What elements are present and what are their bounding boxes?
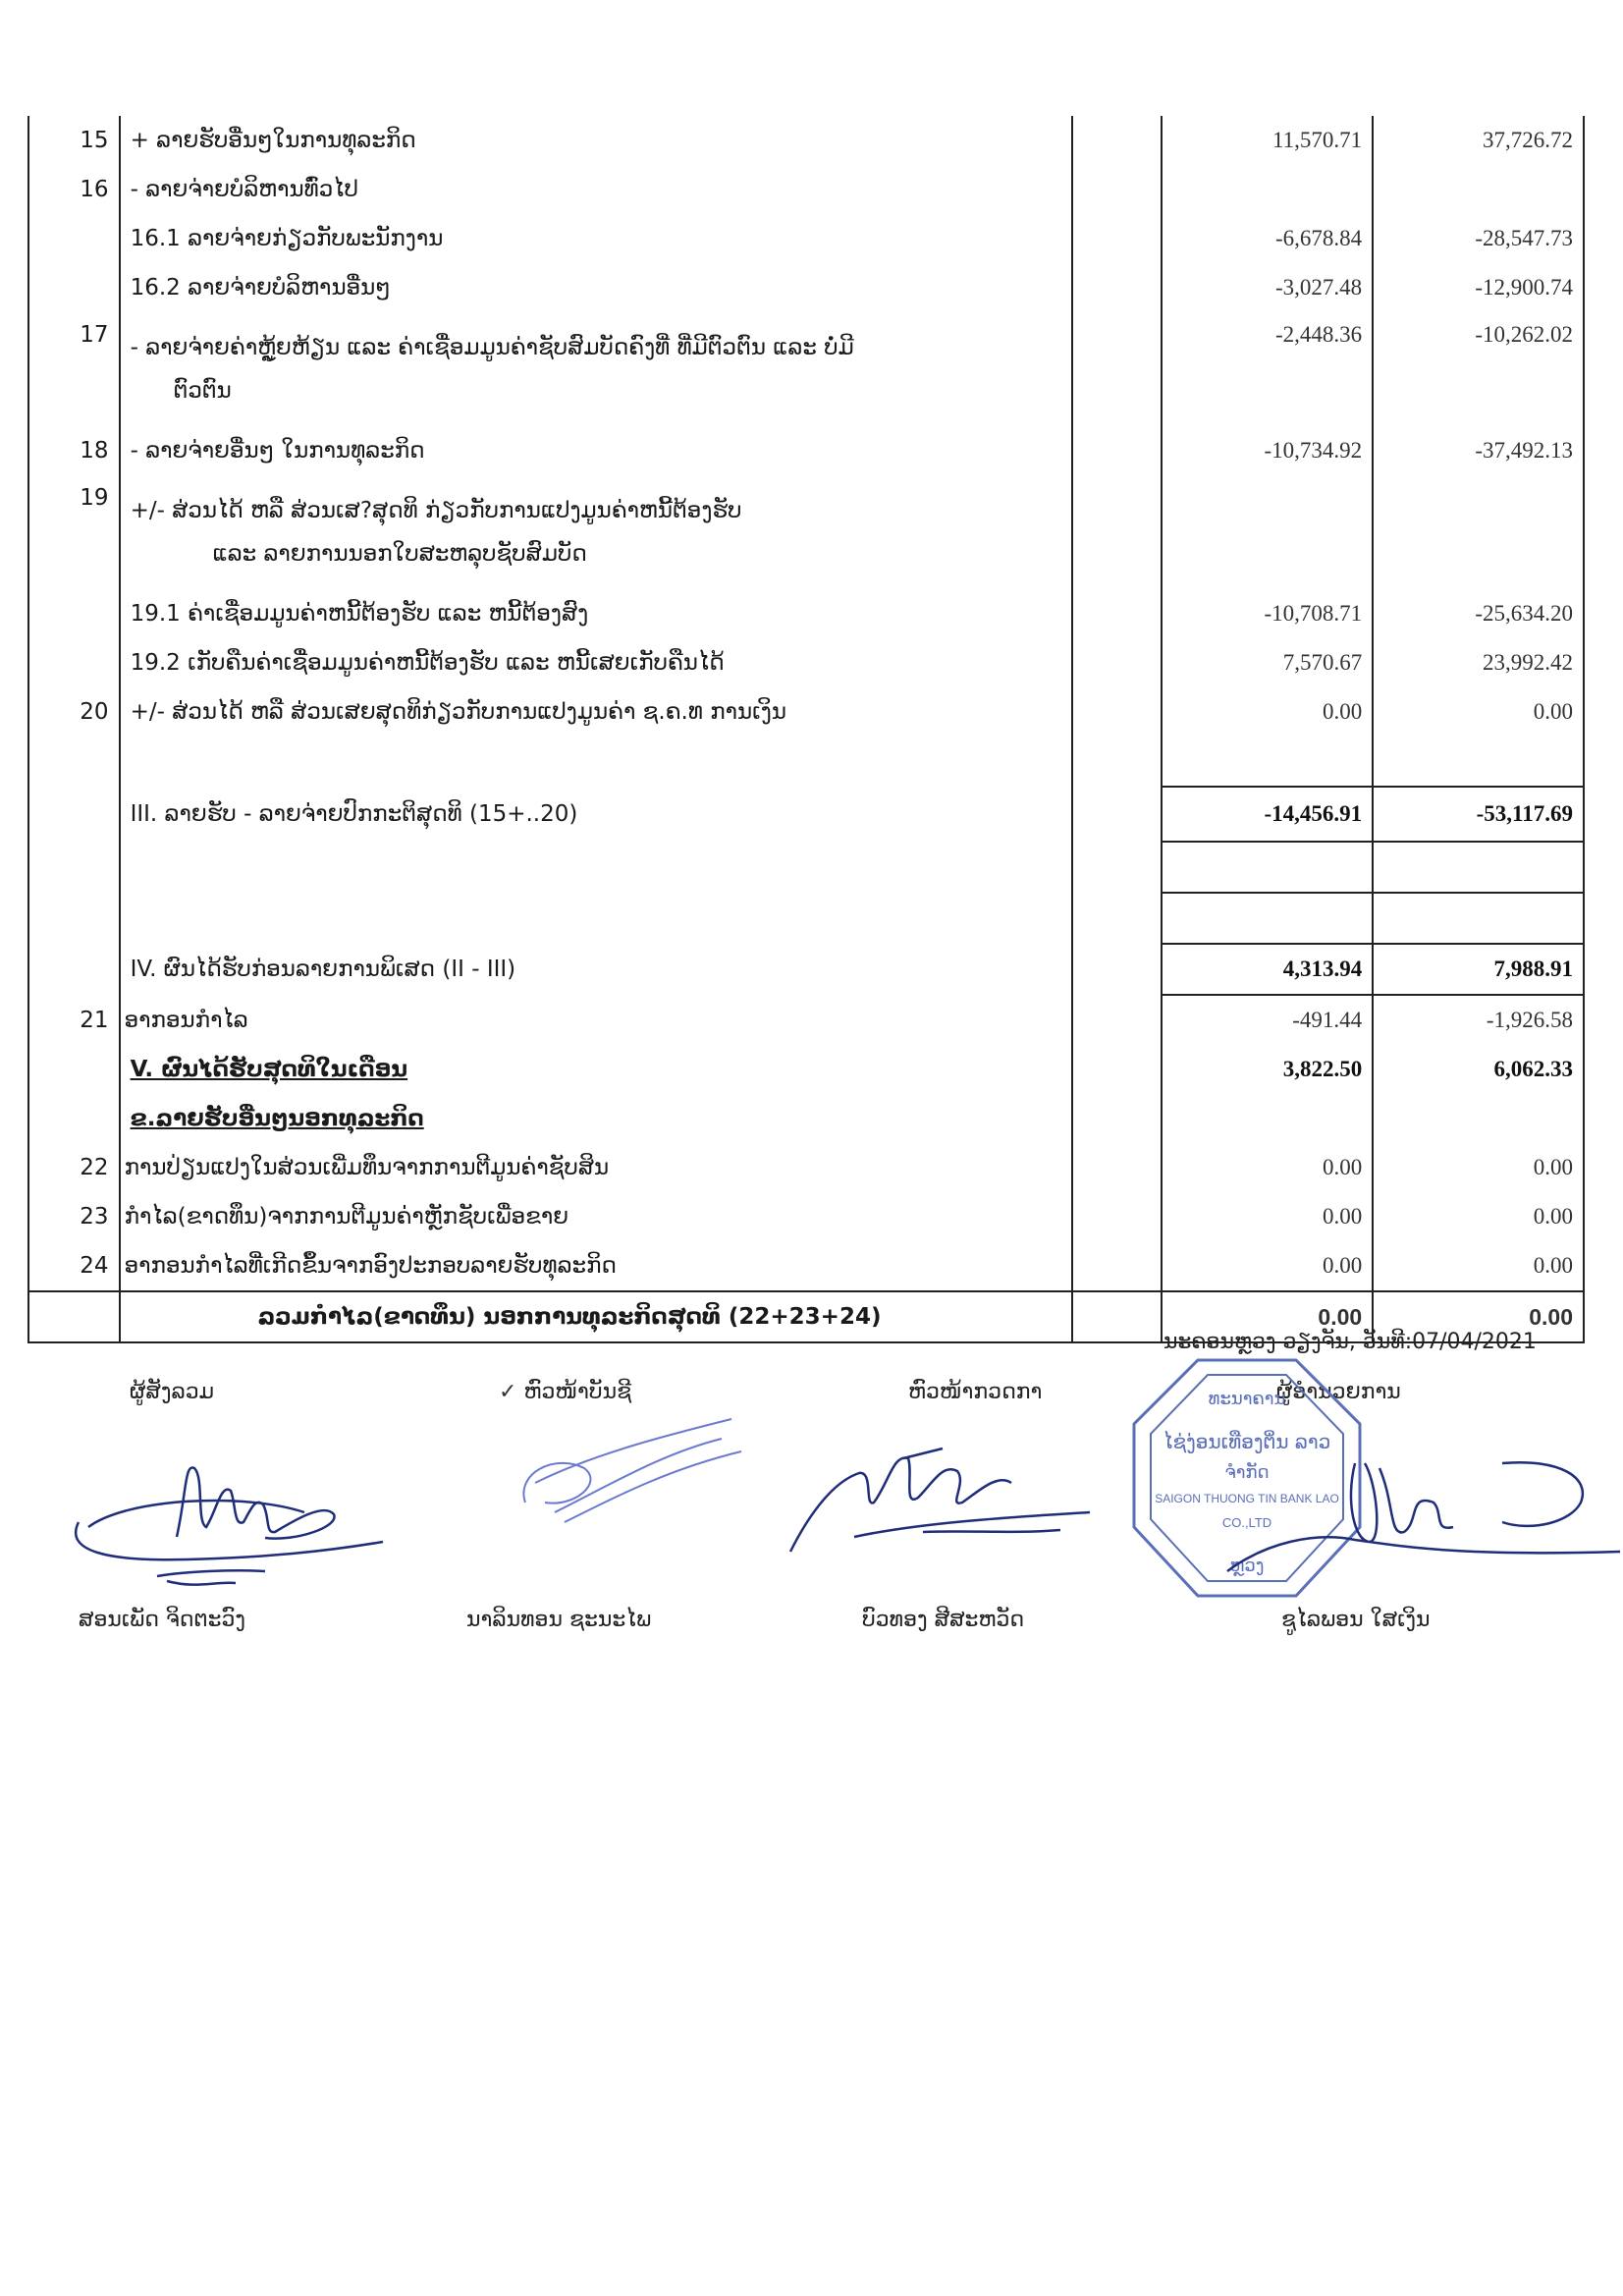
row-value-cumulative: 23,992.42 (1373, 638, 1584, 687)
table-row (28, 1094, 1584, 1143)
table-row (28, 787, 1584, 842)
row-number (28, 214, 120, 263)
stamp-text-1: ທະນາຄານ (1208, 1389, 1286, 1409)
check-icon: ✓ (499, 1380, 517, 1404)
signatory-title: ຜູ້ອຳນວຍການ (1276, 1380, 1401, 1404)
table-row (28, 214, 1584, 263)
row-value-month: -14,456.91 (1162, 787, 1373, 842)
row-value-cumulative: 6,062.33 (1373, 1045, 1584, 1094)
stamp-text-6: ຫຼວງ (1229, 1556, 1265, 1576)
table-row (28, 1192, 1584, 1241)
signatory-title-wrap (499, 1380, 631, 1404)
signatory-name: ນາລິນທອນ ຊະນະໄພ (466, 1608, 652, 1632)
signatory-title: ຫົວໜ້າກວດກາ (908, 1380, 1043, 1404)
row-number: 21 (28, 995, 120, 1045)
row-number (28, 1094, 120, 1143)
table-row (28, 426, 1584, 475)
row-value-month: 0.00 (1162, 1143, 1373, 1192)
row-description: ອາກອນກຳໄລ (120, 995, 1073, 1045)
row-description: - ລາຍຈ່າຍອື່ນໆ ໃນການທຸລະກິດ (120, 426, 1073, 475)
signatory-name: ບົວທອງ ສີສະຫວັດ (862, 1608, 1025, 1632)
row-value-month (1162, 475, 1373, 589)
stamp-text-5: CO.,LTD (1221, 1515, 1272, 1530)
table-row (28, 995, 1584, 1045)
row-value-cumulative (1373, 165, 1584, 214)
row-value-month: 3,822.50 (1162, 1045, 1373, 1094)
row-value-month: -6,678.84 (1162, 214, 1373, 263)
row-value-month: -491.44 (1162, 995, 1373, 1045)
stamp-text-2: ໄຊ່ງ່ອນເທືອງຕິ່ນ ລາວ (1163, 1430, 1331, 1453)
table-row (28, 312, 1584, 426)
row-description (120, 312, 1073, 426)
date-line: ນະຄອນຫຼວງ ວຽງຈັນ, ວັນທີ:07/04/2021 (1163, 1330, 1537, 1354)
row-value-month: 0.00 (1162, 687, 1373, 737)
row-description: IV. ຜົນໄດ້ຮັບກ່ອນລາຍການພິເສດ (II - III) (120, 944, 1073, 995)
row-number (28, 263, 120, 312)
row-number (28, 787, 120, 842)
table-row (28, 1045, 1584, 1094)
row-number (28, 944, 120, 995)
row-number: 22 (28, 1143, 120, 1192)
row-number (28, 1291, 120, 1342)
table-row (28, 589, 1584, 638)
row-number: 20 (28, 687, 120, 737)
row-value-cumulative: 0.00 (1373, 687, 1584, 737)
row-value-month: 4,313.94 (1162, 944, 1373, 995)
row-value-cumulative: 7,988.91 (1373, 944, 1584, 995)
row-number: 16 (28, 165, 120, 214)
signatory-title: ຜູ້ສັງລວມ (130, 1380, 215, 1404)
signature-1 (69, 1444, 393, 1591)
stamp-text-4: SAIGON THUONG TIN BANK LAO (1155, 1492, 1339, 1505)
row-value-month: -10,708.71 (1162, 589, 1373, 638)
row-value-cumulative (1373, 475, 1584, 589)
row-description: III. ລາຍຮັບ - ລາຍຈ່າຍປົກກະຕິສຸດທິ (15+..20) (120, 787, 1073, 842)
row-description-line2: ແລະ ລາຍການນອກໃບສະຫລຸບຊັບສົມບັດ (212, 541, 587, 567)
row-value-cumulative: 37,726.72 (1373, 116, 1584, 165)
row-number: 24 (28, 1241, 120, 1291)
signatory-name: ຊູໄລພອນ ໃສເງິນ (1281, 1608, 1431, 1632)
row-value-cumulative: -28,547.73 (1373, 214, 1584, 263)
signature-3 (776, 1414, 1100, 1571)
financial-statement-table (27, 116, 1585, 1343)
row-number: 18 (28, 426, 120, 475)
table-row (28, 1143, 1584, 1192)
row-description: ຂ.ລາຍຮັບອື່ນໆນອກທຸລະກິດ (120, 1094, 1073, 1143)
row-value-month: -10,734.92 (1162, 426, 1373, 475)
row-value-month: 0.00 (1162, 1241, 1373, 1291)
table-row (28, 116, 1584, 165)
row-number (28, 589, 120, 638)
row-value-month (1162, 165, 1373, 214)
row-value-cumulative: 0.00 (1373, 1192, 1584, 1241)
row-number: 23 (28, 1192, 120, 1241)
table-row (28, 687, 1584, 737)
table-row (28, 638, 1584, 687)
row-value-month: -3,027.48 (1162, 263, 1373, 312)
row-value-month: 11,570.71 (1162, 116, 1373, 165)
row-description (120, 475, 1073, 589)
row-description: + ລາຍຮັບອື່ນໆໃນການທຸລະກິດ (120, 116, 1073, 165)
row-description: 19.2 ເກັບຄືນຄ່າເຊື່ອມມູນຄ່າຫນີ້ຕ້ອງຮັບ ແລະ ຫນີ້ເສຍເກັບຄືນໄດ້ (120, 638, 1073, 687)
row-description: ການປ່ຽນແປງໃນສ່ວນເພີ່ມທຶນຈາກການຕີມູນຄ່າຊັບສິນ (120, 1143, 1073, 1192)
row-description: 16.1 ລາຍຈ່າຍກ່ຽວກັບພະນັກງານ (120, 214, 1073, 263)
row-value-cumulative: 0.00 (1373, 1241, 1584, 1291)
row-value-cumulative: -12,900.74 (1373, 263, 1584, 312)
row-description: 19.1 ຄ່າເຊື່ອມມູນຄ່າຫນີ້ຕ້ອງຮັບ ແລະ ຫນີ້ຕ້ອງສົງ (120, 589, 1073, 638)
row-value-month: 7,570.67 (1162, 638, 1373, 687)
row-number (28, 638, 120, 687)
row-value-month: 0.00 (1162, 1291, 1373, 1342)
row-number: 19 (28, 475, 120, 589)
row-value-cumulative: 0.00 (1373, 1291, 1584, 1342)
row-value-cumulative: -37,492.13 (1373, 426, 1584, 475)
row-description: V. ຜົນໄດ້ຮັບສຸດທິໃນເດືອນ (120, 1045, 1073, 1094)
table-row (28, 1241, 1584, 1291)
row-description: ອາກອນກຳໄລທີ່ເກີດຂຶ້ນຈາກອົງປະກອບລາຍຮັບທຸລະກິດ (120, 1241, 1073, 1291)
row-value-cumulative: 0.00 (1373, 1143, 1584, 1192)
signature-2 (515, 1414, 751, 1561)
signatory-name: ສອນເພັດ ຈິດຕະວົງ (79, 1608, 246, 1632)
row-value-month: -2,448.36 (1162, 312, 1373, 426)
table-row (28, 263, 1584, 312)
row-number: 17 (28, 312, 120, 426)
row-number: 15 (28, 116, 120, 165)
stamp-text-3: ຈຳກັດ (1224, 1462, 1270, 1483)
row-value-cumulative: -10,262.02 (1373, 312, 1584, 426)
signatory-title: ຫົວໜ້າບັນຊີ (523, 1380, 632, 1404)
row-description-line2: ຕົວຕົນ (173, 378, 232, 404)
row-value-cumulative: -25,634.20 (1373, 589, 1584, 638)
row-value-cumulative (1373, 1094, 1584, 1143)
row-value-cumulative: -53,117.69 (1373, 787, 1584, 842)
row-description-line1: +/- ສ່ວນໄດ້ ຫລື ສ່ວນເສ?ສຸດທິ ກ່ຽວກັບການແປງມູນຄ່າຫນີ້ຕ້ອງຮັບ (130, 498, 742, 523)
table-row (28, 165, 1584, 214)
row-description: +/- ສ່ວນໄດ້ ຫລື ສ່ວນເສຍສຸດທິກ່ຽວກັບການແປງມູນຄ່າ ຊ.ຄ.ທ ການເງິນ (120, 687, 1073, 737)
row-number (28, 1045, 120, 1094)
table-row (28, 475, 1584, 589)
row-description: 16.2 ລາຍຈ່າຍບໍລິຫານອື່ນໆ (120, 263, 1073, 312)
row-description: ລວມກຳໄລ(ຂາດທຶນ) ນອກການທຸລະກິດສຸດທິ (22+23+24) (120, 1291, 1073, 1342)
table-row (28, 944, 1584, 995)
row-value-month: 0.00 (1162, 1192, 1373, 1241)
row-description: ກຳໄລ(ຂາດທຶນ)ຈາກການຕີມູນຄ່າຫຼັກຊັບເພື່ອຂາຍ (120, 1192, 1073, 1241)
row-description: - ລາຍຈ່າຍບໍລິຫານທົ່ວໄປ (120, 165, 1073, 214)
signature-4 (1208, 1424, 1620, 1601)
row-description-line1: - ລາຍຈ່າຍຄ່າຫຼູ້ຍຫ້ຽນ ແລະ ຄ່າເຊື່ອມມູນຄ່າຊັບສົມບັດຄົງທີ່ ທີ່ມີຕົວຕົນ ແລະ ບໍ່ມີ (130, 335, 854, 360)
row-value-month (1162, 1094, 1373, 1143)
row-value-cumulative: -1,926.58 (1373, 995, 1584, 1045)
